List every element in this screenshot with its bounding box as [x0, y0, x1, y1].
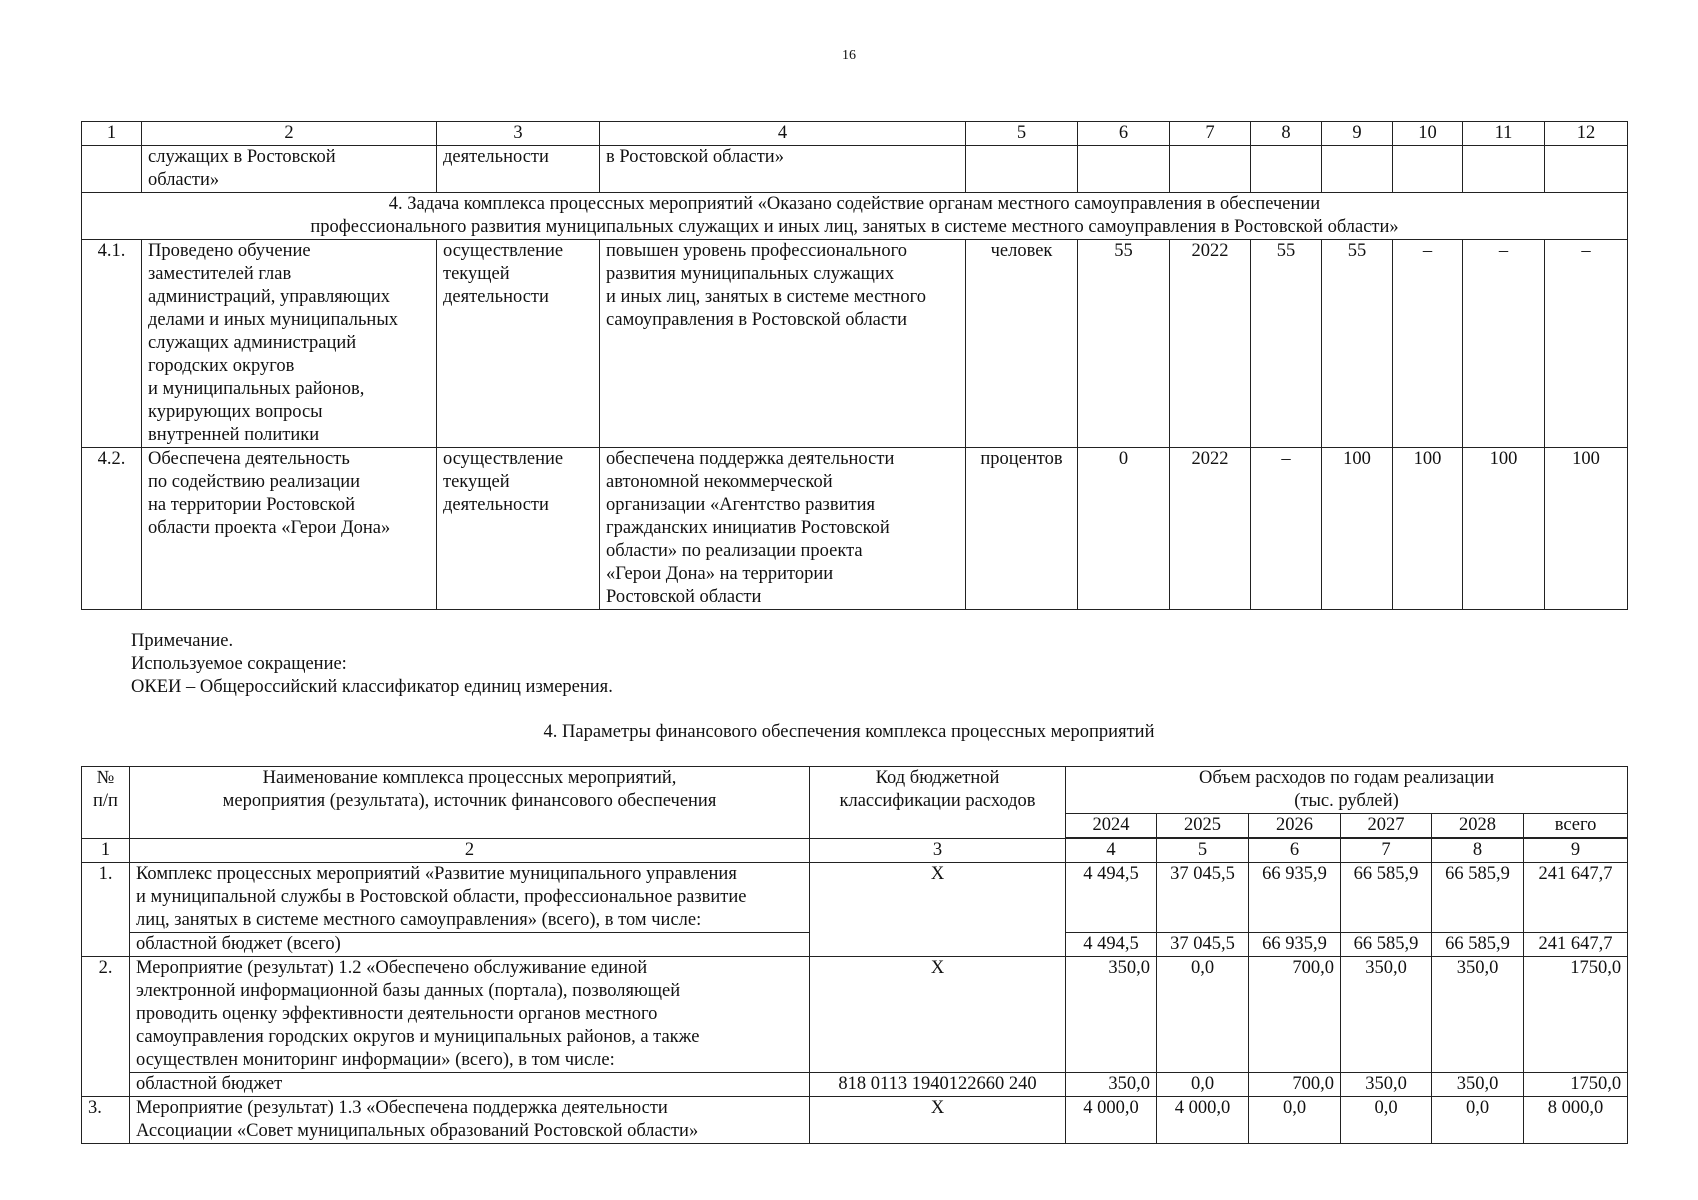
amount: 66 585,9: [1341, 863, 1432, 933]
header-name: Наименование комплекса процессных мероприятий, мероприятия (результата), источник финансового обеспечения: [130, 767, 810, 839]
indicator-result: обеспечена поддержка деятельности автономной некоммерческой организации «Агентство развития гражданских инициатив Ростовской области» по реализации проекта «Герои Дона» на территории Ростовской области: [600, 448, 966, 610]
indicator-name: служащих в Ростовской области»: [142, 146, 437, 193]
column-number: 7: [1170, 122, 1251, 146]
budget-code: Х: [810, 863, 1066, 957]
unit: человек: [966, 240, 1078, 448]
amount: 0,0: [1341, 1097, 1432, 1144]
note-line: ОКЕИ – Общероссийский классификатор единиц измерения.: [131, 677, 613, 697]
amount: 0,0: [1249, 1097, 1341, 1144]
amount: 66 935,9: [1249, 863, 1341, 933]
column-number: 3: [437, 122, 600, 146]
amount: 37 045,5: [1157, 863, 1249, 933]
column-number: 6: [1249, 838, 1341, 863]
amount-total: 8 000,0: [1524, 1097, 1628, 1144]
base-year: 2022: [1170, 448, 1251, 610]
indicator-result: повышен уровень профессионального развития муниципальных служащих и иных лиц, занятых в системе местного самоуправления в Ростовской области: [600, 240, 966, 448]
row-number: 3.: [82, 1097, 130, 1144]
table-row: [82, 1097, 1628, 1144]
task-header-row: [82, 193, 1628, 240]
indicator-name: Проведено обучение заместителей глав администраций, управляющих делами и иных муниципальных служащих администраций городских округов и муниципальных районов, курирующих вопросы внутренней политики: [142, 240, 437, 448]
amount: 700,0: [1249, 1073, 1341, 1097]
task-header: 4. Задача комплекса процессных мероприятий «Оказано содействие органам местного самоуправления в обеспечении профессионального развития муниципальных служащих и иных лиц, занятых в системе местного самоуправления в Ростовской области»: [82, 193, 1628, 240]
amount: 4 494,5: [1066, 933, 1157, 957]
value: –: [1545, 240, 1628, 448]
amount: 4 000,0: [1066, 1097, 1157, 1144]
column-number: 3: [810, 838, 1066, 863]
column-number: 1: [82, 122, 142, 146]
column-number: 7: [1341, 838, 1432, 863]
row-number: 4.1.: [82, 240, 142, 448]
column-numbers-row: [82, 838, 1628, 863]
column-number: 9: [1322, 122, 1393, 146]
amount: 66 585,9: [1432, 863, 1524, 933]
row-name: Комплекс процессных мероприятий «Развитие муниципального управления и муниципальной службы в Ростовской области, профессиональное развитие лиц, занятых в системе местного самоуправления» (всего), в том числе:: [130, 863, 810, 933]
amount-total: 241 647,7: [1524, 863, 1628, 933]
value: 100: [1545, 448, 1628, 610]
row-name: Мероприятие (результат) 1.2 «Обеспечено обслуживание единой электронной информационной базы данных (портала), позволяющей проводить оценку эффективности деятельности органов местного самоуправления городских округов и муниципальных районов, а также осуществлен мониторинг информации» (всего), в том числе:: [130, 957, 810, 1073]
header-year: 2026: [1249, 814, 1341, 839]
base-value: 55: [1078, 240, 1170, 448]
amount: 700,0: [1249, 957, 1341, 1073]
amount: 66 585,9: [1432, 933, 1524, 957]
column-number: 2: [142, 122, 437, 146]
page-number: 16: [842, 48, 856, 63]
header-code: Код бюджетной классификации расходов: [810, 767, 1066, 839]
value: 100: [1393, 448, 1463, 610]
amount-total: 1750,0: [1524, 1073, 1628, 1097]
note-line: Примечание.: [131, 631, 234, 651]
amount: 0,0: [1432, 1097, 1524, 1144]
indicator-type: деятельности: [437, 146, 600, 193]
column-number: 4: [600, 122, 966, 146]
amount: 37 045,5: [1157, 933, 1249, 957]
column-number: 9: [1524, 838, 1628, 863]
value: –: [1251, 448, 1322, 610]
header-volume: Объем расходов по годам реализации (тыс. рублей): [1066, 767, 1628, 814]
column-number: 10: [1393, 122, 1463, 146]
section-title: 4. Параметры финансового обеспечения комплекса процессных мероприятий: [543, 722, 1155, 742]
indicator-result: в Ростовской области»: [600, 146, 966, 193]
notes: [131, 630, 613, 699]
note-line: Используемое сокращение:: [131, 654, 347, 674]
row-number: 2.: [82, 957, 130, 1097]
value: –: [1393, 240, 1463, 448]
budget-code: 818 0113 1940122660 240: [810, 1073, 1066, 1097]
column-numbers-row: [82, 122, 1628, 146]
column-number: 4: [1066, 838, 1157, 863]
column-number: 8: [1251, 122, 1322, 146]
indicator-type: осуществление текущей деятельности: [437, 240, 600, 448]
amount: 350,0: [1066, 957, 1157, 1073]
financing-table: [81, 766, 1628, 1144]
amount: 350,0: [1066, 1073, 1157, 1097]
table-subrow: [82, 1073, 1628, 1097]
header-total: всего: [1524, 814, 1628, 839]
header-year: 2028: [1432, 814, 1524, 839]
header-year: 2027: [1341, 814, 1432, 839]
amount: 4 000,0: [1157, 1097, 1249, 1144]
column-number: 6: [1078, 122, 1170, 146]
row-name: Мероприятие (результат) 1.3 «Обеспечена поддержка деятельности Ассоциации «Совет муниципальных образований Ростовской области»: [130, 1097, 810, 1144]
indicator-type: осуществление текущей деятельности: [437, 448, 600, 610]
amount: 350,0: [1432, 1073, 1524, 1097]
header-year: 2024: [1066, 814, 1157, 839]
amount: 350,0: [1341, 1073, 1432, 1097]
table-row: [82, 957, 1628, 1073]
table-row: [82, 448, 1628, 610]
column-number: 12: [1545, 122, 1628, 146]
base-year: 2022: [1170, 240, 1251, 448]
amount: 0,0: [1157, 1073, 1249, 1097]
row-number: 1.: [82, 863, 130, 957]
indicators-table: [81, 121, 1628, 610]
base-value: 0: [1078, 448, 1170, 610]
value: –: [1463, 240, 1545, 448]
value: 100: [1322, 448, 1393, 610]
header-year: 2025: [1157, 814, 1249, 839]
amount: 66 585,9: [1341, 933, 1432, 957]
amount-total: 241 647,7: [1524, 933, 1628, 957]
funding-source: областной бюджет (всего): [130, 933, 810, 957]
value: 100: [1463, 448, 1545, 610]
column-number: 11: [1463, 122, 1545, 146]
column-number: 5: [1157, 838, 1249, 863]
column-number: 1: [82, 838, 130, 863]
amount: 4 494,5: [1066, 863, 1157, 933]
funding-source: областной бюджет: [130, 1073, 810, 1097]
continuation-row: [82, 146, 1628, 193]
header-number: № п/п: [82, 767, 130, 839]
budget-code: Х: [810, 957, 1066, 1073]
amount: 350,0: [1341, 957, 1432, 1073]
column-number: 2: [130, 838, 810, 863]
column-number: 5: [966, 122, 1078, 146]
row-number: 4.2.: [82, 448, 142, 610]
column-number: 8: [1432, 838, 1524, 863]
unit: процентов: [966, 448, 1078, 610]
amount-total: 1750,0: [1524, 957, 1628, 1073]
budget-code: Х: [810, 1097, 1066, 1144]
value: 55: [1251, 240, 1322, 448]
indicator-name: Обеспечена деятельность по содействию реализации на территории Ростовской области проекта «Герои Дона»: [142, 448, 437, 610]
value: 55: [1322, 240, 1393, 448]
amount: 0,0: [1157, 957, 1249, 1073]
table-row: [82, 863, 1628, 933]
table-row: [82, 240, 1628, 448]
amount: 66 935,9: [1249, 933, 1341, 957]
amount: 350,0: [1432, 957, 1524, 1073]
